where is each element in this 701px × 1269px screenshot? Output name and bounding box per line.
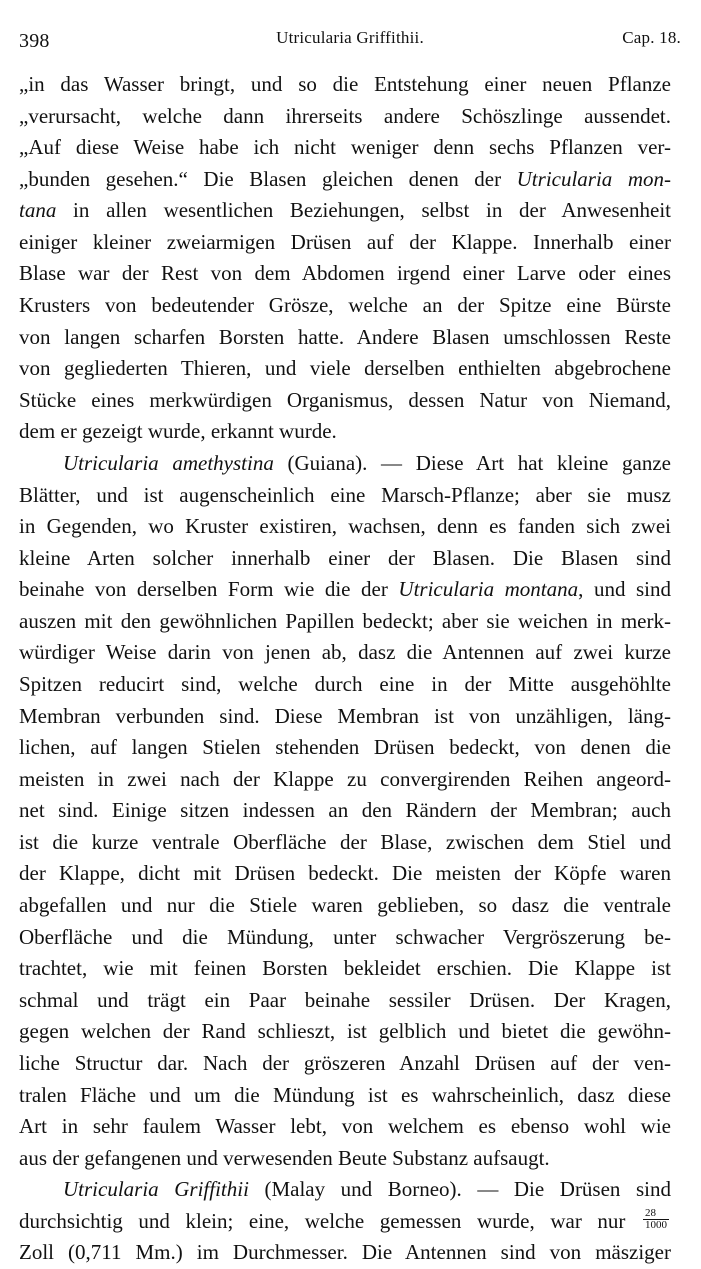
- text-segment: kleine Arten solcher innerhalb einer der Blasen. Die Blasen sind: [19, 545, 671, 570]
- running-title: Utricularia Griffithii.: [276, 28, 424, 47]
- text-line: [19, 1174, 671, 1206]
- text-line: [19, 1111, 671, 1143]
- text-line: [19, 1080, 671, 1112]
- text-line: [19, 448, 671, 480]
- text-segment: von langen scharfen Borsten hatte. Andere Blasen umschlossen Reste: [19, 324, 671, 349]
- text-segment: „in das Wasser bringt, und so die Entstehung einer neuen Pflanze: [19, 72, 671, 96]
- text-line: [19, 290, 671, 322]
- text-segment: der Klappe, dicht mit Drüsen bedeckt. Die meisten der Köpfe waren: [19, 861, 671, 886]
- text-line: [19, 953, 671, 985]
- text-segment: abgefallen und nur die Stiele waren geblieben, so dasz die ventrale: [19, 893, 671, 918]
- text-line: [19, 795, 671, 827]
- text-segment: trachtet, wie mit feinen Borsten bekleidet erschien. Die Klappe ist: [19, 956, 671, 981]
- text-line: [19, 101, 671, 133]
- text-line: [19, 732, 671, 764]
- text-segment: Art in sehr faulem Wasser lebt, von welchem es ebenso wohl wie: [19, 1114, 671, 1139]
- text-segment: durchsichtig und klein; eine, welche gemessen wurde, war nur: [19, 1208, 641, 1233]
- text-line: [19, 543, 671, 575]
- text-line: [19, 164, 671, 196]
- fraction-numerator: 28: [643, 1208, 669, 1220]
- text-segment: net sind. Einige sitzen indessen an den Rändern der Membran; auch: [19, 798, 671, 823]
- text-segment: von gegliederten Thieren, und viele derselben enthielten abgebrochene: [19, 356, 671, 381]
- italic-text: Utricularia Griffithii: [63, 1177, 249, 1202]
- text-line: [19, 480, 671, 512]
- text-segment: (Guiana). — Diese Art hat kleine ganze: [273, 450, 671, 475]
- text-segment: aus der gefangenen und verwesenden Beute Substanz aufsaugt.: [19, 1145, 550, 1170]
- text-line: [19, 1237, 671, 1269]
- text-line: [19, 669, 671, 701]
- text-segment: würdiger Weise darin von jenen ab, dasz die Antennen auf zwei kurze: [19, 640, 671, 665]
- text-line: [19, 606, 671, 638]
- text-line: [19, 922, 671, 954]
- text-line: [19, 1143, 671, 1175]
- text-segment: in Gegenden, wo Kruster existiren, wachsen, denn es fanden sich zwei: [19, 514, 671, 539]
- page-number: 398: [19, 30, 50, 52]
- text-segment: , und sind: [578, 577, 671, 602]
- text-segment: ist die kurze ventrale Oberfläche der Blase, zwischen dem Stiel und: [19, 829, 671, 854]
- text-segment: Blase war der Rest von dem Abdomen irgend einer Larve oder eines: [19, 261, 671, 286]
- text-line: [19, 1048, 671, 1080]
- italic-text: Utricularia montana: [398, 577, 579, 602]
- text-line: [19, 385, 671, 417]
- text-segment: beinahe von derselben Form wie die der: [19, 577, 399, 602]
- text-line: [19, 637, 671, 669]
- text-segment: liche Structur dar. Nach der gröszeren Anzahl Drüsen auf der ven-: [19, 1050, 671, 1075]
- text-line: [19, 69, 671, 101]
- text-line: [19, 322, 671, 354]
- text-line: [19, 1206, 671, 1238]
- italic-text: Utricularia mon-: [516, 166, 671, 191]
- chapter-label: Cap. 18.: [622, 28, 681, 47]
- text-line: [19, 132, 671, 164]
- text-segment: Zoll (0,711 Mm.) im Durchmesser. Die Antennen sind von mäsziger: [19, 1240, 671, 1265]
- text-segment: gegen welchen der Rand schlieszt, ist gelblich und bietet die gewöhn-: [19, 1019, 671, 1044]
- text-segment: einiger kleiner zweiarmigen Drüsen auf der Klappe. Innerhalb einer: [19, 229, 671, 254]
- text-segment: Membran verbunden sind. Diese Membran ist von unzähligen, läng-: [19, 703, 671, 728]
- text-segment: Stücke eines merkwürdigen Organismus, dessen Natur von Niemand,: [19, 387, 671, 412]
- text-segment: „bunden gesehen.“ Die Blasen gleichen denen der: [19, 166, 517, 191]
- text-segment: Blätter, und ist augenscheinlich eine Marsch-Pflanze; aber sie musz: [19, 482, 671, 507]
- italic-text: tana: [19, 198, 57, 223]
- text-line: [19, 195, 671, 227]
- text-line: [19, 258, 671, 290]
- text-segment: Spitzen reducirt sind, welche durch eine in der Mitte ausgehöhlte: [19, 671, 671, 696]
- text-segment: „Auf diese Weise habe ich nicht weniger denn sechs Pflanzen ver-: [19, 135, 671, 160]
- text-line: [19, 511, 671, 543]
- text-line: [19, 416, 671, 448]
- text-segment: in allen wesentlichen Beziehungen, selbst in der Anwesenheit: [56, 198, 671, 223]
- text-line: [19, 1016, 671, 1048]
- text-line: [19, 227, 671, 259]
- text-segment: Oberfläche und die Mündung, unter schwacher Vergröszerung be-: [19, 924, 671, 949]
- text-segment: „verursacht, welche dann ihrerseits andere Schöszlinge aussendet.: [19, 103, 671, 128]
- text-segment: meisten in zwei nach der Klappe zu convergirenden Reihen angeord-: [19, 766, 671, 791]
- text-segment: tralen Fläche und um die Mündung ist es wahrscheinlich, dasz diese: [19, 1082, 671, 1107]
- italic-text: Utricularia amethystina: [63, 450, 274, 475]
- text-segment: auszen mit den gewöhnlichen Papillen bedeckt; aber sie weichen in merk-: [19, 608, 671, 633]
- text-line: [19, 701, 671, 733]
- text-line: [19, 858, 671, 890]
- page-header: [19, 24, 681, 54]
- text-segment: lichen, auf langen Stielen stehenden Drüsen bedeckt, von denen die: [19, 735, 671, 760]
- fraction: [643, 1208, 669, 1231]
- text-segment: dem er gezeigt wurde, erkannt wurde.: [19, 419, 337, 444]
- fraction-denominator: 1000: [645, 1218, 667, 1231]
- text-line: [19, 827, 671, 859]
- text-segment: Krusters von bedeutender Grösze, welche an der Spitze eine Bürste: [19, 293, 671, 318]
- text-line: [19, 764, 671, 796]
- text-segment: schmal und trägt ein Paar beinahe sessiler Drüsen. Der Kragen,: [19, 987, 671, 1012]
- text-line: [19, 985, 671, 1017]
- text-line: [19, 890, 671, 922]
- body-text: [19, 69, 671, 1269]
- text-line: [19, 353, 671, 385]
- text-segment: (Malay und Borneo). — Die Drüsen sind: [248, 1177, 671, 1202]
- text-line: [19, 574, 671, 606]
